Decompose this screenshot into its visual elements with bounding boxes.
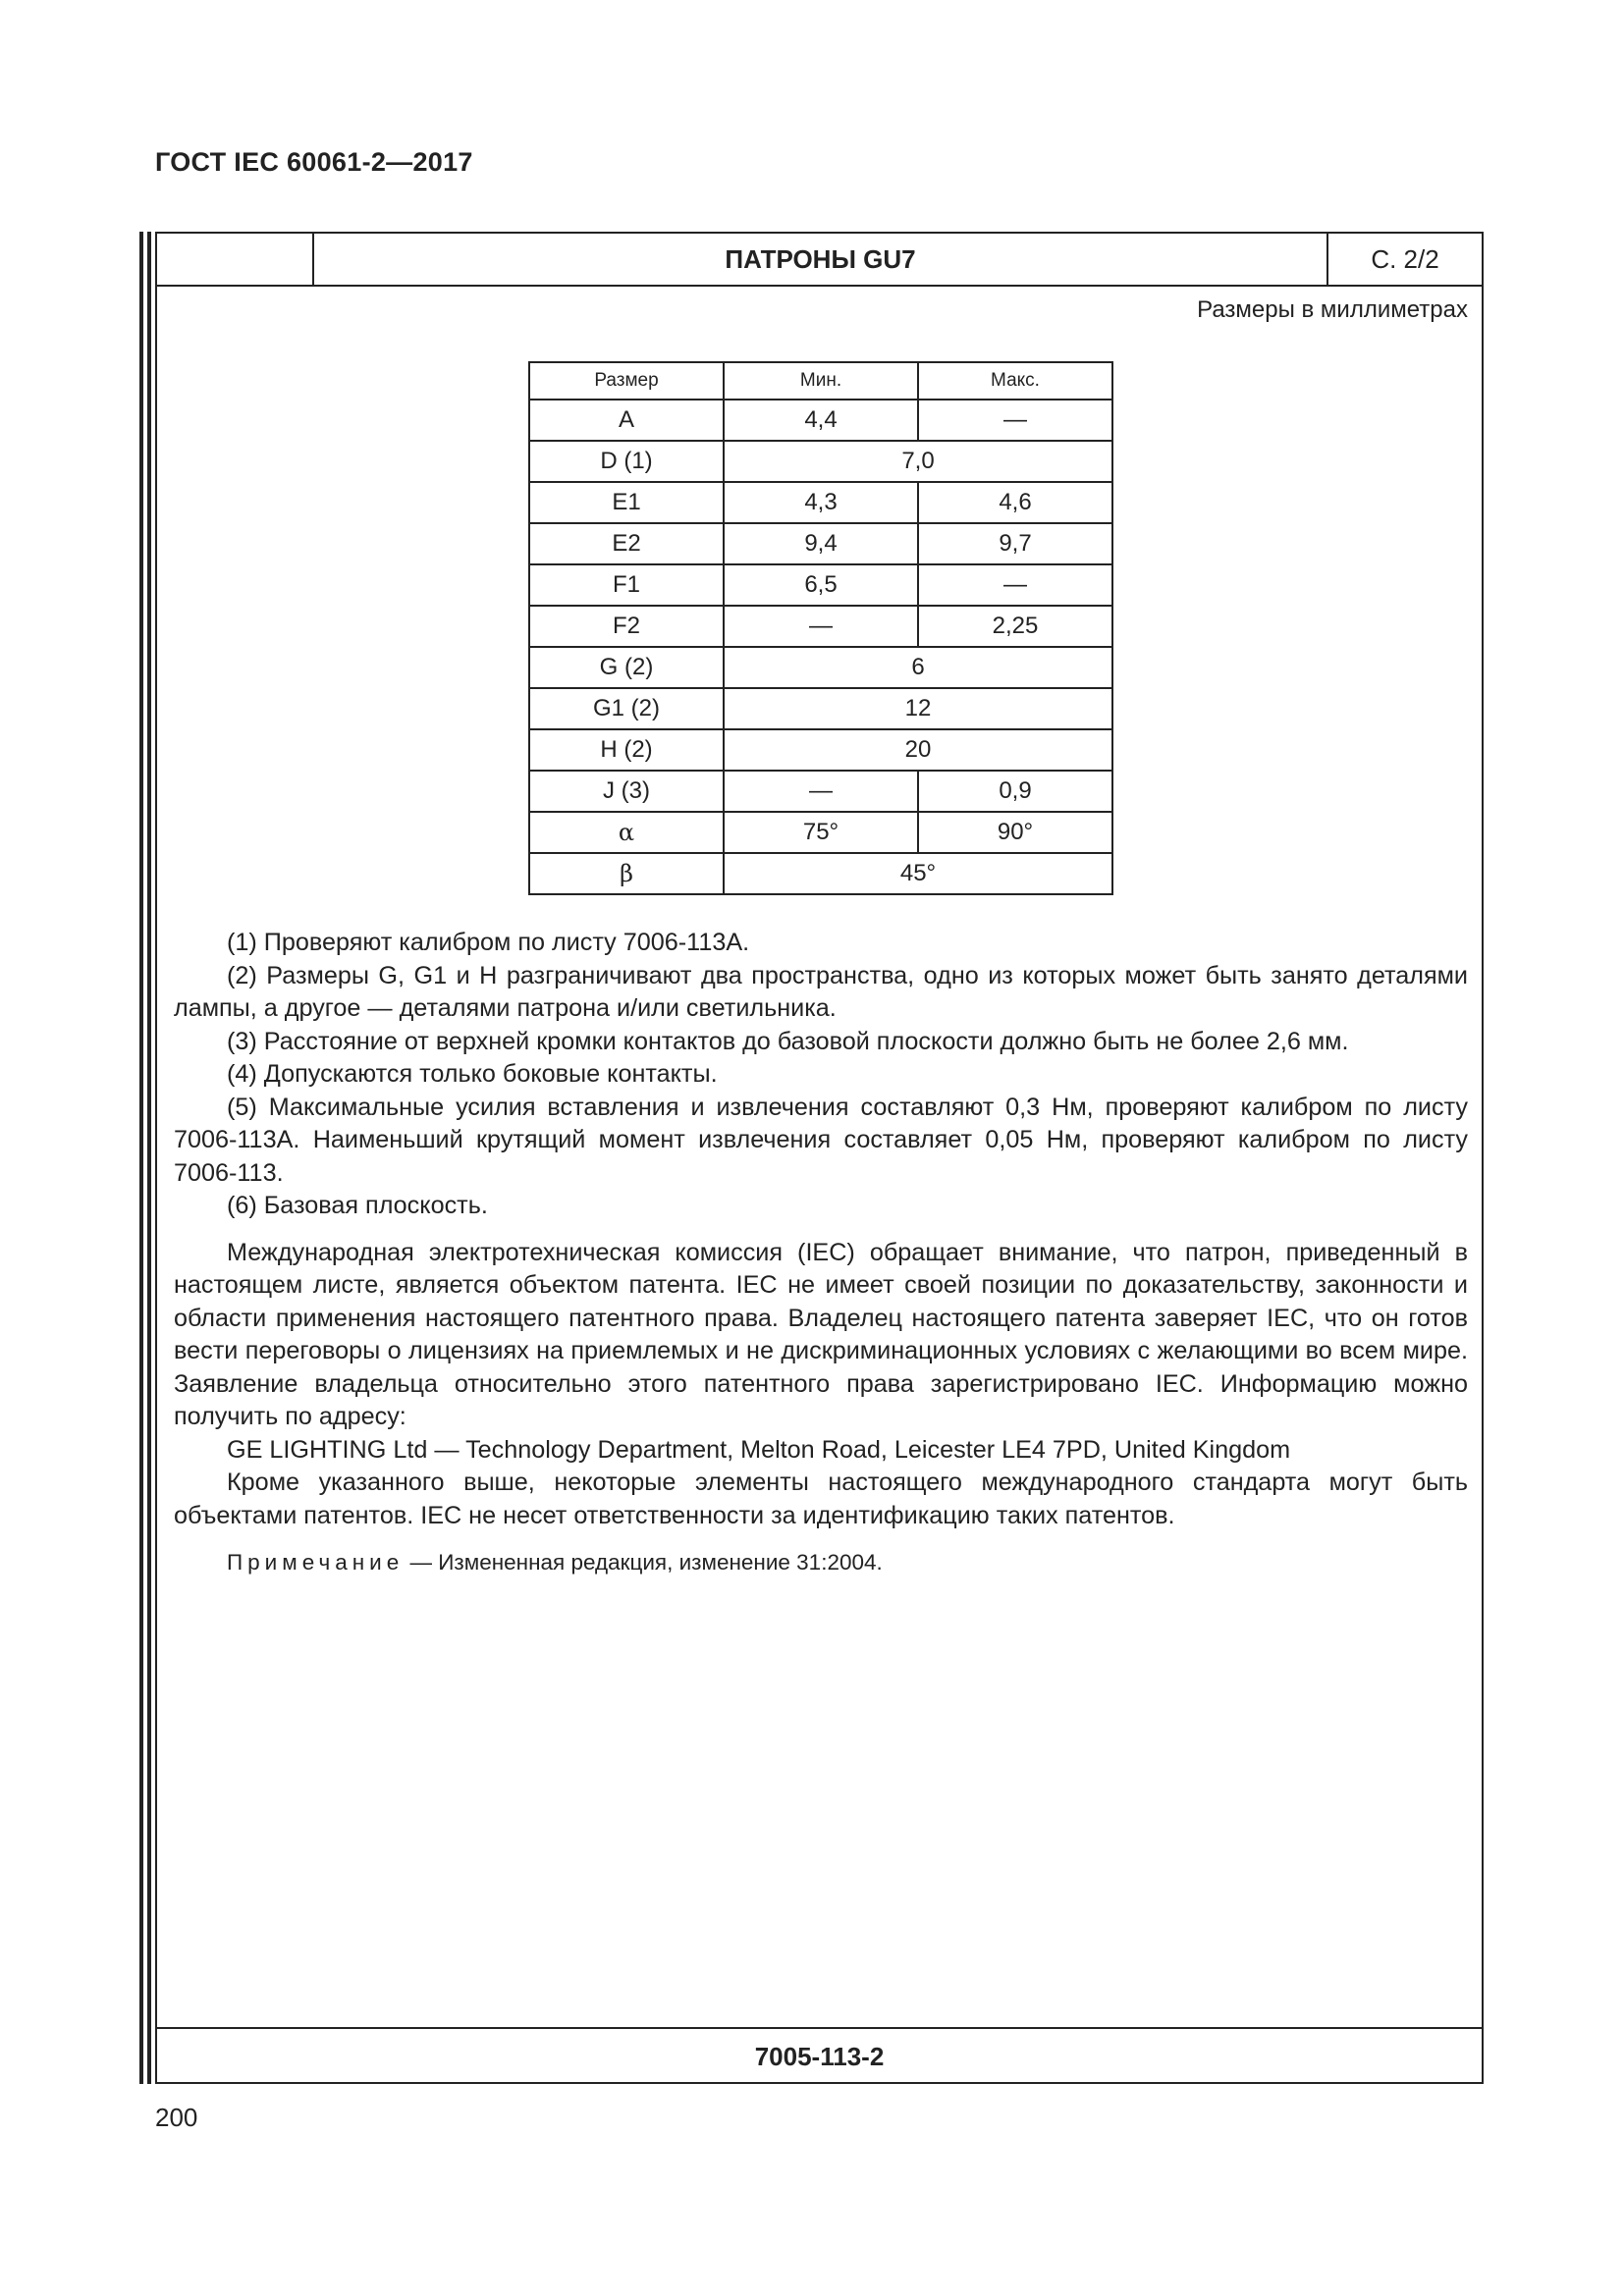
- cell-max: 0,9: [918, 771, 1112, 812]
- cell-min: 9,4: [724, 523, 918, 564]
- cell-size: G (2): [529, 647, 724, 688]
- cell-value: 12: [724, 688, 1112, 729]
- title-blank-cell: [157, 234, 314, 285]
- sheet-page-ref: С. 2/2: [1371, 244, 1439, 274]
- footnote-3: (3) Расстояние от верхней кромки контактов до базовой плоскости должно быть не более 2,6 мм.: [227, 1027, 1349, 1055]
- cell-min: 75°: [724, 812, 918, 853]
- footnote-4: (4) Допускаются только боковые контакты.: [227, 1060, 718, 1088]
- cell-max: 9,7: [918, 523, 1112, 564]
- footnote-5: (5) Максимальные усилия вставления и извлечения составляют 0,3 Нм, проверяют калибром по листу 7006-113А. Наименьший крутящий момент извлечения составляет 0,05 Нм, проверяют калибром по листу 7006-113.: [174, 1093, 1468, 1187]
- units-note: Размеры в миллиметрах: [1197, 296, 1468, 323]
- cell-max: 4,6: [918, 482, 1112, 523]
- cell-size: J (3): [529, 771, 724, 812]
- footnote-1: (1) Проверяют калибром по листу 7006-113А.: [227, 929, 750, 956]
- cell-size: H (2): [529, 729, 724, 771]
- header-size: Размер: [529, 362, 724, 400]
- cell-max: —: [918, 400, 1112, 441]
- cell-size: A: [529, 400, 724, 441]
- table-row: [529, 812, 1112, 853]
- table-row: [529, 729, 1112, 771]
- cell-size: E1: [529, 482, 724, 523]
- cell-size: F2: [529, 606, 724, 647]
- footnote-6: (6) Базовая плоскость.: [227, 1192, 488, 1219]
- cell-size: α: [529, 812, 724, 853]
- table-header-row: [529, 362, 1112, 400]
- cell-size: F1: [529, 564, 724, 606]
- note-paragraph: [174, 1546, 1468, 1579]
- patent-other: Кроме указанного выше, некоторые элементы настоящего международного стандарта могут быть объектами патентов. IEC не несет ответственности за идентификацию таких патентов.: [174, 1468, 1468, 1529]
- cell-min: 4,4: [724, 400, 918, 441]
- cell-min: —: [724, 606, 918, 647]
- frame-left-rule: [139, 232, 143, 2084]
- sheet-title: ПАТРОНЫ GU7: [314, 234, 1328, 285]
- cell-size: E2: [529, 523, 724, 564]
- table-row: [529, 482, 1112, 523]
- table-row: [529, 400, 1112, 441]
- note-text: — Измененная редакция, изменение 31:2004.: [404, 1550, 883, 1575]
- cell-max: 2,25: [918, 606, 1112, 647]
- cell-size: β: [529, 853, 724, 894]
- table-row: [529, 688, 1112, 729]
- cell-min: —: [724, 771, 918, 812]
- patent-statement: Международная электротехническая комиссия (IEC) обращает внимание, что патрон, приведенный в настоящем листе, является объектом патента. IEC не имеет своей позиции по доказательству, законности и области применения настоящего патентного права. Владелец настоящего патента заверяет IEC, что он готов вести переговоры о лицензиях на приемлемых и не дискриминационных условиях с желающими во всем мире. Заявление владельца относительно этого патентного права зарегистрировано IEC. Информацию можно получить по адресу:: [174, 1238, 1468, 1430]
- sheet-title-row: [157, 234, 1482, 287]
- cell-value: 7,0: [724, 441, 1112, 482]
- cell-value: 45°: [724, 853, 1112, 894]
- note-label: Примечание: [227, 1550, 405, 1575]
- cell-min: 6,5: [724, 564, 918, 606]
- table-row: [529, 647, 1112, 688]
- table-row: [529, 441, 1112, 482]
- document-header: ГОСТ IEC 60061-2—2017: [155, 147, 473, 177]
- cell-max: 90°: [918, 812, 1112, 853]
- header-min: Мин.: [724, 362, 918, 400]
- table-row: [529, 853, 1112, 894]
- sheet-number: 7005-113-2: [157, 2027, 1482, 2082]
- table-row: [529, 606, 1112, 647]
- table-row: [529, 564, 1112, 606]
- dimensions-table: [528, 361, 1113, 895]
- footnote-2: (2) Размеры G, G1 и H разграничивают два пространства, одно из которых может быть занято деталями лампы, а другое — деталями патрона и/или светильника.: [174, 961, 1468, 1022]
- sheet-frame: [155, 232, 1484, 2084]
- frame-left-rule-inner: [147, 232, 151, 2084]
- cell-size: D (1): [529, 441, 724, 482]
- table-row: [529, 771, 1112, 812]
- table-row: [529, 523, 1112, 564]
- cell-min: 4,3: [724, 482, 918, 523]
- cell-size: G1 (2): [529, 688, 724, 729]
- page-number: 200: [155, 2103, 198, 2132]
- header-max: Макс.: [918, 362, 1112, 400]
- sheet-body-text: [174, 927, 1468, 1579]
- cell-value: 20: [724, 729, 1112, 771]
- cell-max: —: [918, 564, 1112, 606]
- cell-value: 6: [724, 647, 1112, 688]
- patent-address: GE LIGHTING Ltd — Technology Department, Melton Road, Leicester LE4 7PD, United Kingdom: [227, 1435, 1291, 1464]
